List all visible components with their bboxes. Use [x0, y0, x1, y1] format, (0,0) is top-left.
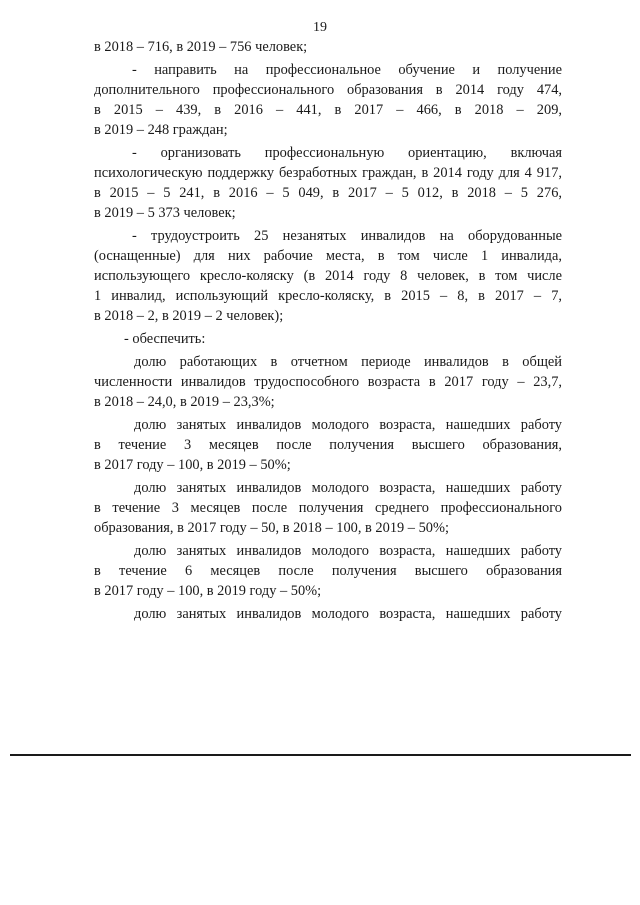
document-body	[94, 37, 562, 627]
text-line: - обеспечить:	[124, 331, 206, 347]
text-line: численности инвалидов трудоспособного возраста в 2017 году – 23,7,	[94, 374, 562, 390]
text-line: в 2019 – 248 граждан;	[94, 122, 228, 138]
text-line: в 2018 – 2, в 2019 – 2 человек);	[94, 308, 284, 324]
paragraph-employment	[94, 226, 562, 326]
text-line: 1 инвалид, использующий кресло-коляску, в 2015 – 8, в 2017 – 7,	[94, 288, 562, 304]
text-line: долю занятых инвалидов молодого возраста, нашедших работу	[134, 543, 562, 559]
paragraph-training	[94, 60, 562, 140]
text-line: образования, в 2017 году – 50, в 2018 – 100, в 2019 – 50%;	[94, 520, 449, 536]
page-bottom-rule	[10, 754, 631, 756]
text-line: в течение 3 месяцев после получения среднего профессионального	[94, 500, 562, 516]
text-line: дополнительного профессионального образования в 2014 году 474,	[94, 82, 562, 98]
text-line: - трудоустроить 25 незанятых инвалидов на оборудованные	[132, 228, 562, 244]
text-line: психологическую поддержку безработных граждан, в 2014 году для 4 917,	[94, 165, 562, 181]
text-line: - организовать профессиональную ориентацию, включая	[132, 145, 562, 161]
text-line: в 2019 – 5 373 человек;	[94, 205, 236, 221]
text-line: использующего кресло-коляску (в 2014 году 8 человек, в том числе	[94, 268, 562, 284]
text-line: в 2015 – 439, в 2016 – 441, в 2017 – 466, в 2018 – 209,	[94, 102, 562, 118]
text-line: в 2017 году – 100, в 2019 – 50%;	[94, 457, 291, 473]
text-line: в течение 3 месяцев после получения высшего образования,	[94, 437, 562, 453]
text-line: долю занятых инвалидов молодого возраста, нашедших работу	[134, 417, 562, 433]
text-line: в 2017 году – 100, в 2019 году – 50%;	[94, 583, 322, 599]
text-line: долю занятых инвалидов молодого возраста, нашедших работу	[134, 480, 562, 496]
page-number: 19	[313, 20, 327, 35]
paragraph-continuation	[94, 37, 562, 57]
text-line: в 2015 – 5 241, в 2016 – 5 049, в 2017 – 5 012, в 2018 – 5 276,	[94, 185, 562, 201]
paragraph-share-secondary-3m	[94, 478, 562, 538]
paragraph-orientation	[94, 143, 562, 223]
text-line: (оснащенные) для них рабочие места, в том числе 1 инвалида,	[94, 248, 562, 264]
paragraph-share-higher-3m	[94, 415, 562, 475]
paragraph-ensure	[94, 329, 562, 349]
text-line: в 2018 – 716, в 2019 – 756 человек;	[94, 39, 308, 55]
text-line: - направить на профессиональное обучение и получение	[132, 62, 562, 78]
text-line: долю работающих в отчетном периоде инвалидов в общей	[134, 354, 562, 370]
paragraph-share-continued	[94, 604, 562, 624]
paragraph-share-higher-6m	[94, 541, 562, 601]
text-line: долю занятых инвалидов молодого возраста, нашедших работу	[134, 606, 562, 622]
paragraph-share-working	[94, 352, 562, 412]
text-line: в 2018 – 24,0, в 2019 – 23,3%;	[94, 394, 275, 410]
text-line: в течение 6 месяцев после получения высшего образования	[94, 563, 562, 579]
